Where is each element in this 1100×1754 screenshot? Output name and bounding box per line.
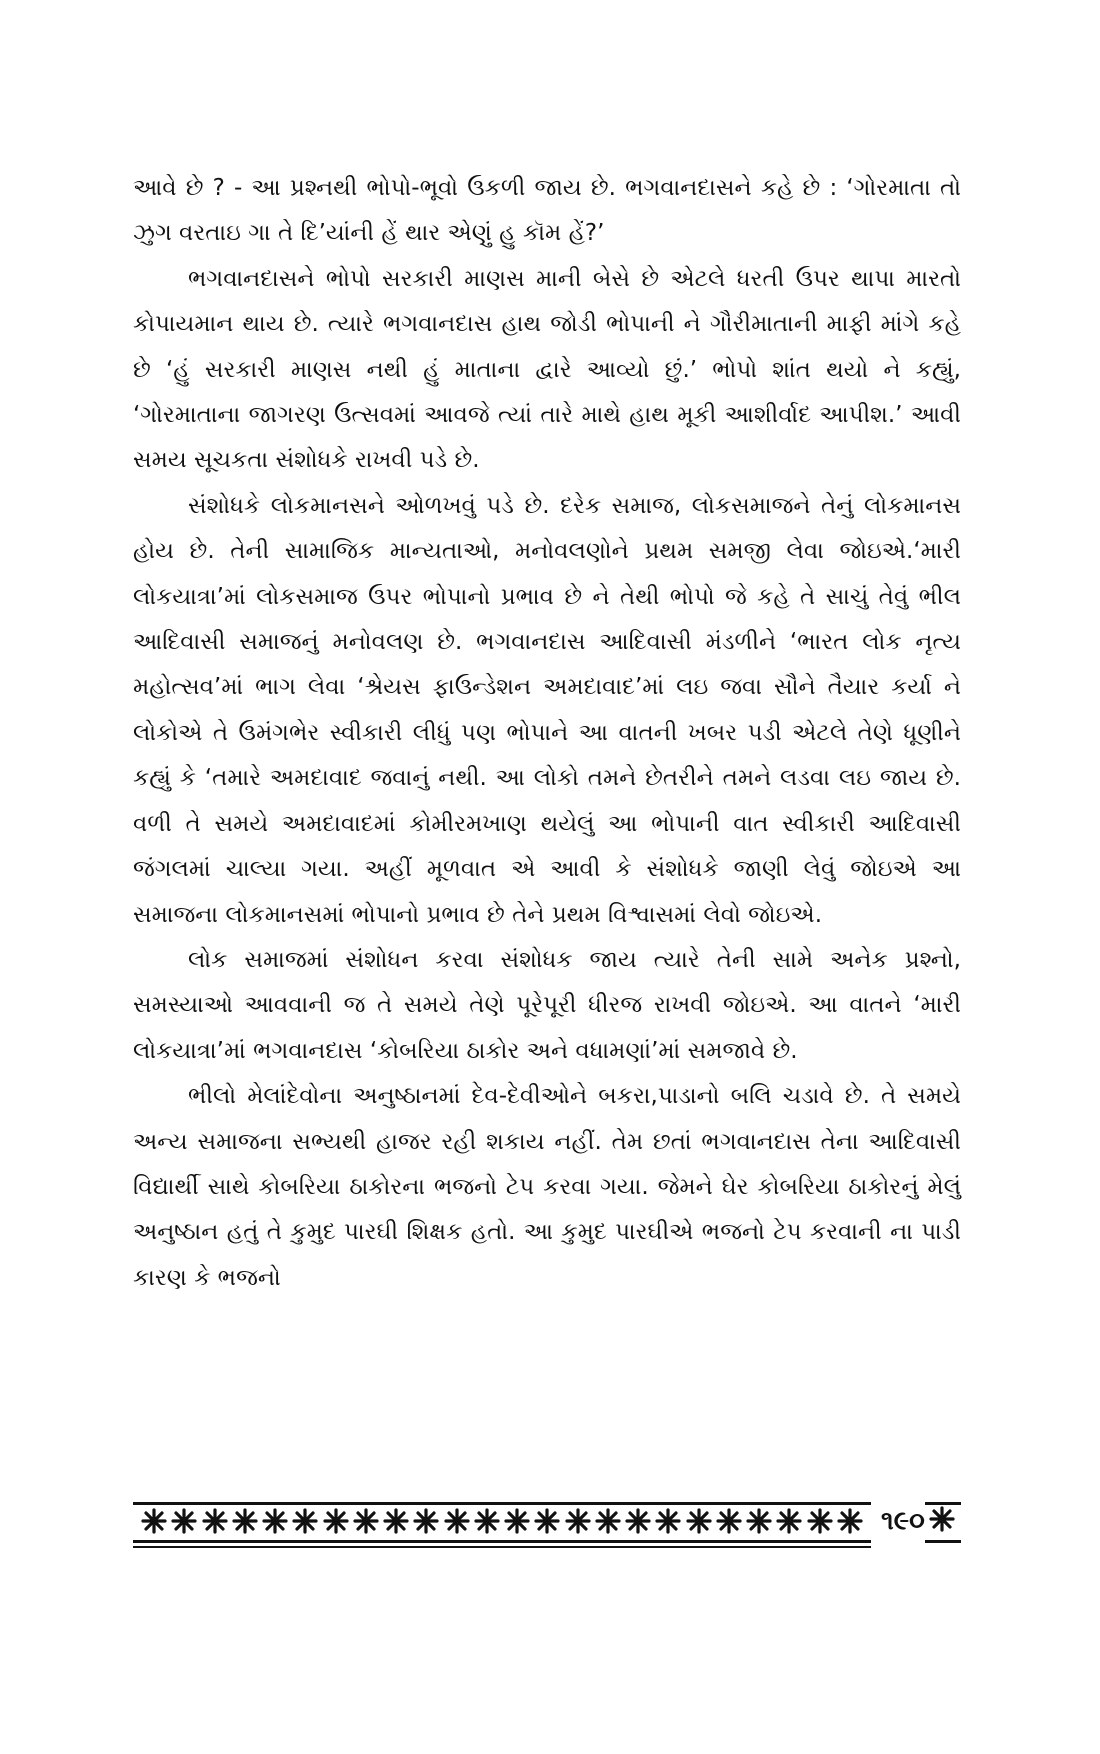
paragraph: ભીલો મેલાંદેવોના અનુષ્ઠાનમાં દેવ-દેવીઓને બકરા,પાડાનો બલિ ચડાવે છે. તે સમયે અન્ય સમાજના સભ્યથી હાજર રહી શકાય નહીં. તેમ છતાં ભગવાનદાસ તેના આદિવાસી વિદ્યાર્થી સાથે કોબરિયા ઠાકોરના ભજનો ટેપ કરવા ગયા. જેમને ઘેર કોબરિયા ઠાકોરનું મેલું અનુષ્ઠાન હતું તે કુમુદ પારઘી શિક્ષક હતો. આ કુમુદ પારઘીએ ભજનો ટેપ કરવાની ના પાડી કારણ કે ભજનો [133, 1083, 961, 1291]
footer-end-rule-bottom [925, 1540, 961, 1543]
asterisk-star-icon [232, 1508, 258, 1534]
asterisk-star-icon [625, 1508, 651, 1534]
footer-ornament-row [141, 1504, 863, 1538]
asterisk-star-icon [262, 1508, 288, 1534]
footer-end-rule-top [925, 1502, 961, 1505]
paragraph: સંશોધકે લોકમાનસને ઓળખવું પડે છે. દરેક સમાજ, લોકસમાજને તેનું લોકમાનસ હોય છે. તેની સામાજિક માન્યતાઓ, મનોવલણોને પ્રથમ સમજી લેવા જોઇએ.‘મારી લોકયાત્રા’માં લોકસમાજ ઉપર ભોપાનો પ્રભાવ છે ને તેથી ભોપો જે કહે તે સાચું તેવું ભીલ આદિવાસી સમાજનું મનોવલણ છે. ભગવાનદાસ આદિવાસી મંડળીને ‘ભારત લોક નૃત્ય મહોત્સવ’માં ભાગ લેવા ‘શ્રેયસ ફાઉન્ડેશન અમદાવાદ’માં લઇ જવા સૌને તૈયાર કર્યા ને લોકોએ તે ઉમંગભેર સ્વીકારી લીધું પણ ભોપાને આ વાતની ખબર પડી એટલે તેણે ધૂણીને કહ્યું કે ‘તમારે અમદાવાદ જવાનું નથી. આ લોકો તમને છેતરીને તમને લડવા લઇ જાય છે. વળી તે સમયે અમદાવાદમાં કોમીરમખાણ થયેલું આ ભોપાની વાત સ્વીકારી આદિવાસી જંગલમાં ચાલ્યા ગયા. અહીં મૂળવાત એ આવી કે સંશોધકે જાણી લેવું જોઇએ આ સમાજના લોકમાનસમાં ભોપાનો પ્રભાવ છે તેને પ્રથમ વિશ્વાસમાં લેવો જોઇએ. [133, 492, 961, 928]
asterisk-star-icon [534, 1508, 560, 1534]
asterisk-star-icon [323, 1508, 349, 1534]
asterisk-star-icon [353, 1508, 379, 1534]
footer-rule-bottom [133, 1540, 871, 1543]
paragraph: ભગવાનદાસને ભોપો સરકારી માણસ માની બેસે છે એટલે ધરતી ઉપર થાપા મારતો કોપાયમાન થાય છે. ત્યારે ભગવાનદાસ હાથ જોડી ભોપાની ને ગૌરીમાતાની માફી માંગે કહે છે ‘હું સરકારી માણસ નથી હું માતાના દ્વારે આવ્યો છું.’ ભોપો શાંત થયો ને કહ્યું, ‘ગોરમાતાના જાગરણ ઉત્સવમાં આવજે ત્યાં તારે માથે હાથ મૂકી આશીર્વાદ આપીશ.’ આવી સમય સૂચકતા સંશોધકે રાખવી પડે છે. [133, 265, 961, 474]
asterisk-star-icon [655, 1508, 681, 1534]
page-number: ૧૯૦ [881, 1506, 925, 1536]
asterisk-star-icon [716, 1508, 742, 1534]
asterisk-star-icon [383, 1508, 409, 1534]
asterisk-star-icon [292, 1508, 318, 1534]
asterisk-star-icon [837, 1508, 863, 1534]
body-text [133, 166, 961, 1301]
paragraph-continued: આવે છે ? - આ પ્રશ્નથી ભોપો-ભૂવો ઉકળી જાય છે. ભગવાનદાસને કહે છે : ‘ગોરમાતા તો ઝુગ વરતાઇ ગા તે દિ’યાંની હેં થાર એણું હુ કૉમ હેં?’ [133, 175, 961, 247]
asterisk-star-icon [776, 1508, 802, 1534]
asterisk-star-icon [565, 1508, 591, 1534]
asterisk-star-icon [746, 1508, 772, 1534]
asterisk-star-icon [474, 1508, 500, 1534]
footer-rule-bottom-double [133, 1546, 871, 1548]
page-footer [133, 1502, 961, 1552]
asterisk-star-icon [444, 1508, 470, 1534]
asterisk-star-icon [595, 1508, 621, 1534]
paragraph: લોક સમાજમાં સંશોધન કરવા સંશોધક જાય ત્યારે તેની સામે અનેક પ્રશ્નો, સમસ્યાઓ આવવાની જ તે સમયે તેણે પૂરેપૂરી ધીરજ રાખવી જોઇએ. આ વાતને ‘મારી લોકયાત્રા’માં ભગવાનદાસ ‘કોબરિયા ઠાકોર અને વધામણાં’માં સમજાવે છે. [133, 946, 961, 1064]
asterisk-star-icon [929, 1506, 955, 1532]
asterisk-star-icon [504, 1508, 530, 1534]
asterisk-star-icon [413, 1508, 439, 1534]
asterisk-star-icon [141, 1508, 167, 1534]
asterisk-star-icon [202, 1508, 228, 1534]
asterisk-star-icon [686, 1508, 712, 1534]
asterisk-star-icon [171, 1508, 197, 1534]
asterisk-star-icon [807, 1508, 833, 1534]
